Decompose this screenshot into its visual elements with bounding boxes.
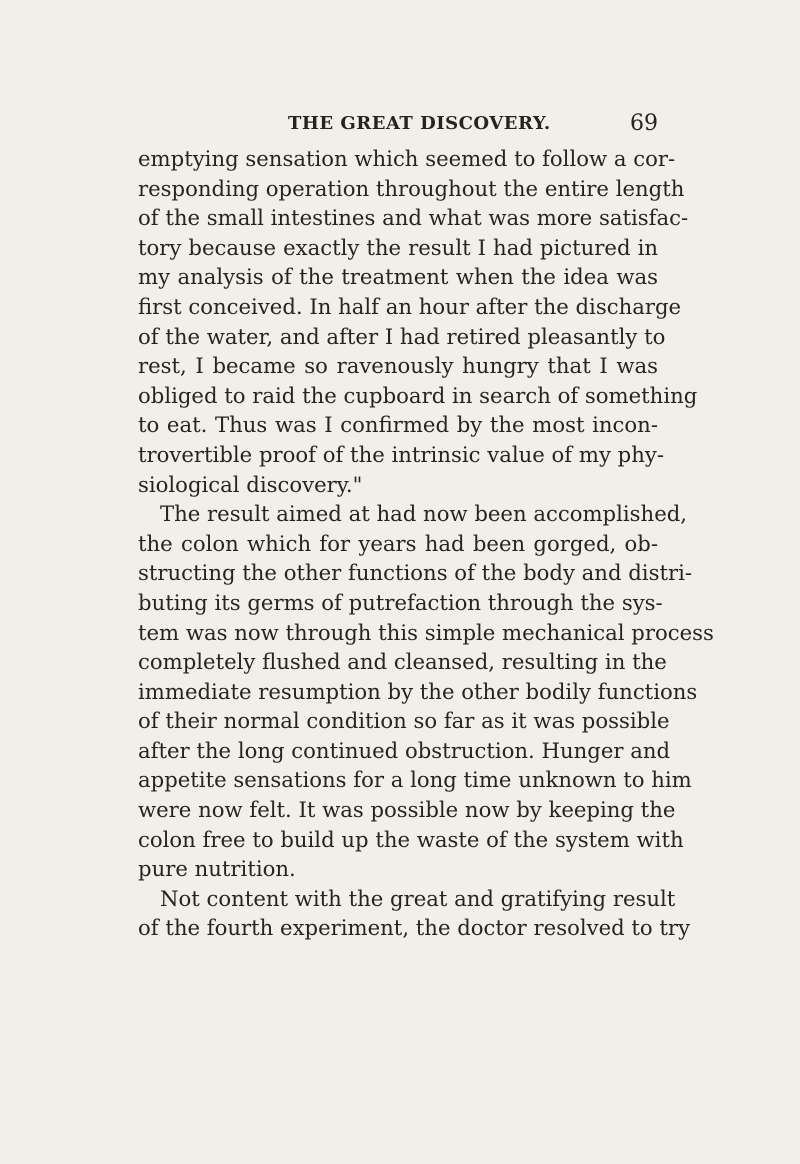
text-line: the colon which for years had been gorged, ob- (138, 530, 658, 556)
text-line: were now felt. It was possible now by keeping the (138, 797, 676, 823)
text-line: buting its germs of putrefaction through the sys- (138, 589, 663, 615)
text-line: of the fourth experiment, the doctor resolved to try (138, 915, 691, 941)
text-line: immediate resumption by the other bodily functions (138, 678, 698, 704)
text-line: colon free to build up the waste of the system with (138, 826, 684, 852)
text-line: appetite sensations for a long time unknown to him (138, 767, 692, 793)
text-line: rest, I became so ravenously hungry that I was (138, 353, 658, 379)
text-line: trovertible proof of the intrinsic value of my phy- (138, 441, 664, 467)
text-line: siological discovery." (138, 471, 363, 497)
text-line: first conceived. In half an hour after the discharge (138, 293, 682, 319)
text-line: responding operation throughout the entire length (138, 175, 685, 201)
text-line: completely flushed and cleansed, resulting in the (138, 649, 667, 675)
running-title: THE GREAT DISCOVERY. (288, 113, 551, 134)
text-line: of the small intestines and what was more satisfac- (138, 205, 689, 231)
page-number: 69 (630, 111, 658, 136)
text-line: of the water, and after I had retired pleasantly to (138, 323, 666, 349)
text-line: after the long continued obstruction. Hunger and (138, 737, 671, 763)
text-line: to eat. Thus was I confirmed by the most incon- (138, 412, 658, 438)
text-line: obliged to raid the cupboard in search of something (138, 382, 698, 408)
text-line: pure nutrition. (138, 856, 296, 882)
text-line: structing the other functions of the body and distri- (138, 560, 693, 586)
text-line: my analysis of the treatment when the idea was (138, 264, 658, 290)
text-line: tory because exactly the result I had pictured in (138, 234, 658, 260)
body-text (138, 144, 714, 943)
text-line: emptying sensation which seemed to follow a cor- (138, 146, 676, 171)
running-head (138, 113, 658, 139)
text-line: The result aimed at had now been accomplished, (160, 501, 688, 527)
text-line: Not content with the great and gratifying result (160, 885, 676, 911)
text-line: tem was now through this simple mechanical process (138, 619, 714, 645)
text-line: of their normal condition so far as it was possible (138, 708, 670, 734)
